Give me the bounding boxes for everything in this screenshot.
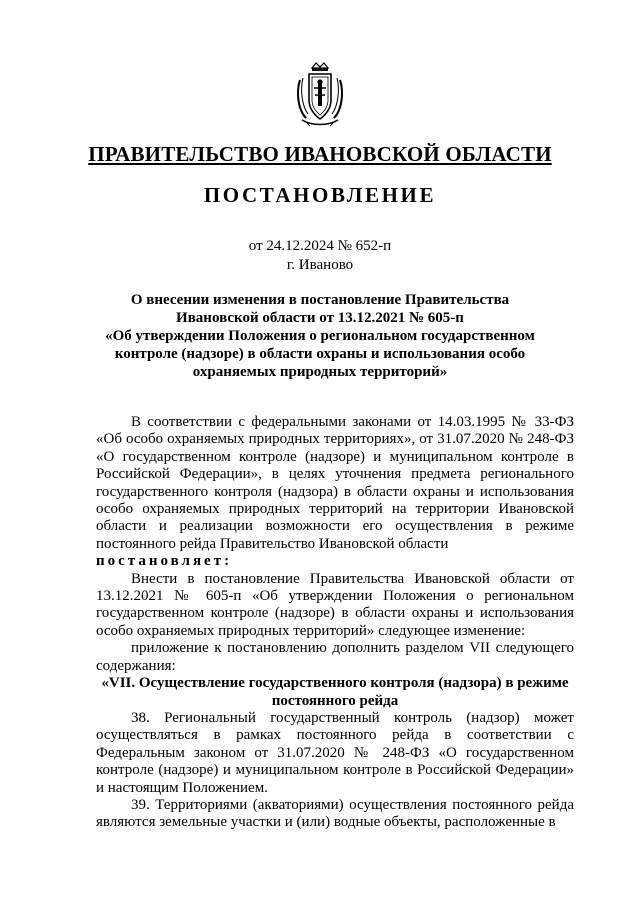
coat-of-arms-icon bbox=[294, 62, 346, 128]
paragraph-39: 39. Территориями (акваториями) осуществления постоянного рейда являются земельные участки и (или) водные объекты, расположенные в bbox=[96, 796, 574, 831]
document-subject bbox=[100, 291, 540, 381]
date-number: от 24.12.2024 № 652-п bbox=[248, 238, 392, 254]
subject-line: охраняемых природных территорий» bbox=[192, 364, 448, 380]
subject-line: О внесении изменения в постановление Правительства bbox=[130, 292, 510, 308]
government-title: ПРАВИТЕЛЬСТВО ИВАНОВСКОЙ ОБЛАСТИ bbox=[88, 142, 552, 166]
paragraph-38: 38. Региональный государственный контроль (надзор) может осуществляться в рамках постоянного рейда в соответствии с Федеральным законом от 31.07.2020 № 248-ФЗ «О государственном контроле (надзоре) и муниципальном контроле в Российской Федерации» и настоящим Положением. bbox=[96, 709, 574, 796]
subject-line: Ивановской области от 13.12.2021 № 605-п bbox=[176, 310, 464, 326]
city: г. Иваново bbox=[286, 257, 354, 273]
preamble-paragraph: В соответствии с федеральными законами от 14.03.1995 № 33-ФЗ «Об особо охраняемых природных территориях», от 31.07.2020 № 248-ФЗ «О государственном контроле (надзоре) и муниципальном контроле в Российской Федерации», в целях уточнения предмета регионального государственного контроля (надзора) в области охраны и использования особо охраняемых природных территорий на территории Ивановской области и реализации возможности его осуществления в режиме постоянного рейда Правительство Ивановской области bbox=[96, 414, 574, 552]
section-title: «VII. Осуществление государственного контроля (надзора) в режиме постоянного рейда bbox=[101, 675, 569, 709]
resolves-word: постановляет: bbox=[96, 553, 233, 570]
document-type: ПОСТАНОВЛЕНИЕ bbox=[203, 183, 437, 207]
document-body bbox=[96, 414, 574, 832]
subject-line: «Об утверждении Положения о региональном государственном bbox=[105, 328, 535, 344]
paragraph-appendix: приложение к постановлению дополнить разделом VII следующего содержания: bbox=[96, 640, 574, 674]
document-meta bbox=[60, 237, 580, 275]
paragraph-amendment: Внести в постановление Правительства Ивановской области от 13.12.2021 № 605-п «Об утверждении Положения о региональном государственном контроле (надзоре) в области охраны и использования особо охраняемых природных территорий» следующее изменение: bbox=[96, 570, 574, 639]
subject-line: контроле (надзоре) в области охраны и использования особо bbox=[114, 346, 526, 362]
